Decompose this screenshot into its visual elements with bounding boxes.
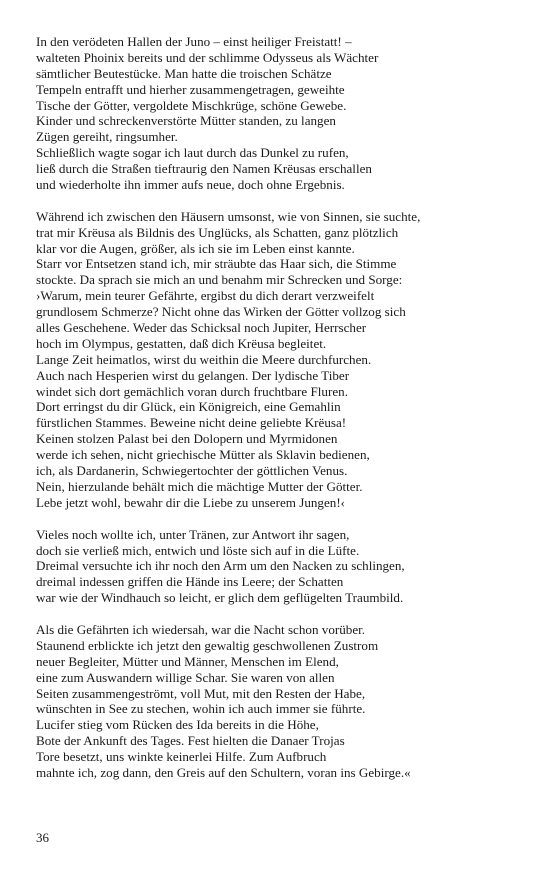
- text-line: Dort erringst du dir Glück, ein Königreich, eine Gemahlin: [36, 399, 341, 415]
- text-line: mahnte ich, zog dann, den Greis auf den Schultern, voran ins Gebirge.«: [36, 764, 411, 780]
- text-line: neuer Begleiter, Mütter und Männer, Menschen im Elend,: [36, 653, 339, 669]
- text-line: Seiten zusammengeströmt, voll Mut, mit den Resten der Habe,: [36, 685, 366, 701]
- text-line: Keinen stolzen Palast bei den Dolopern und Myrmidonen: [36, 431, 338, 447]
- page-number: 36: [36, 830, 49, 845]
- stanza-1: [36, 34, 536, 193]
- text-line: ›Warum, mein teurer Gefährte, ergibst du dich derart verzweifelt: [36, 288, 375, 304]
- text-line: Staunend erblickte ich jetzt den gewaltig geschwollenen Zustrom: [36, 637, 379, 653]
- page-text-body: [36, 34, 536, 797]
- text-line: Zügen gereiht, ringsumher.: [36, 129, 178, 145]
- text-line: Tore besetzt, uns winkte keinerlei Hilfe. Zum Aufbruch: [36, 749, 327, 765]
- text-line: Kinder und schreckenverstörte Mütter standen, zu langen: [36, 113, 336, 129]
- text-line: doch sie verließ mich, entwich und löste sich auf in die Lüfte.: [36, 542, 360, 558]
- text-line: alles Geschehene. Weder das Schicksal noch Jupiter, Herrscher: [36, 320, 367, 336]
- text-line: und wiederholte ihn immer aufs neue, doch ohne Ergebnis.: [36, 177, 345, 193]
- text-line: Dreimal versuchte ich ihr noch den Arm um den Nacken zu schlingen,: [36, 558, 405, 574]
- stanza-2: [36, 209, 536, 511]
- text-line: walteten Phoinix bereits und der schlimme Odysseus als Wächter: [36, 49, 379, 65]
- text-line: dreimal indessen griffen die Hände ins Leere; der Schatten: [36, 574, 344, 590]
- text-line: fürstlichen Stammes. Beweine nicht deine geliebte Krëusa!: [36, 415, 347, 431]
- text-line: Lucifer stieg vom Rücken des Ida bereits in die Höhe,: [36, 717, 319, 733]
- text-line: Nein, hierzulande behält mich die mächtige Mutter der Götter.: [36, 478, 363, 494]
- text-line: Auch nach Hesperien wirst du gelangen. Der lydische Tiber: [36, 367, 350, 383]
- text-line: grundlosem Schmerze? Nicht ohne das Wirken der Götter vollzog sich: [36, 304, 406, 320]
- text-line: In den verödeten Hallen der Juno – einst heiliger Freistatt! –: [36, 34, 352, 49]
- text-line: Bote der Ankunft des Tages. Fest hielten die Danaer Trojas: [36, 733, 345, 749]
- text-line: Vieles noch wollte ich, unter Tränen, zur Antwort ihr sagen,: [36, 526, 350, 542]
- text-line: war wie der Windhauch so leicht, er glich dem geflügelten Traumbild.: [36, 590, 404, 606]
- text-line: eine zum Auswandern willige Schar. Sie waren von allen: [36, 669, 335, 685]
- text-line: trat mir Krëusa als Bildnis des Unglücks, als Schatten, ganz plötzlich: [36, 224, 399, 240]
- text-line: klar vor die Augen, größer, als ich sie im Leben einst kannte.: [36, 240, 355, 256]
- text-line: Schließlich wagte sogar ich laut durch das Dunkel zu rufen,: [36, 145, 349, 161]
- text-line: Tempeln entrafft und hierher zusammengetragen, geweihte: [36, 81, 345, 97]
- text-line: werde ich sehen, nicht griechische Mütter als Sklavin bedienen,: [36, 447, 370, 463]
- text-line: Lebe jetzt wohl, bewahr dir die Liebe zu unserem Jungen!‹: [36, 494, 346, 510]
- text-line: Starr vor Entsetzen stand ich, mir sträubte das Haar sich, die Stimme: [36, 256, 397, 272]
- text-line: Während ich zwischen den Häusern umsonst, wie von Sinnen, sie suchte,: [36, 208, 421, 224]
- text-line: ich, als Dardanerin, Schwiegertochter der göttlichen Venus.: [36, 463, 348, 479]
- stanza-3: [36, 527, 536, 606]
- text-line: Lange Zeit heimatlos, wirst du weithin die Meere durchfurchen.: [36, 351, 372, 367]
- text-line: hoch im Olympus, gestatten, daß dich Krëusa begleitet.: [36, 335, 327, 351]
- text-line: wünschten in See zu stechen, wohin ich auch immer sie führte.: [36, 701, 366, 717]
- stanza-4: [36, 622, 536, 781]
- text-line: stockte. Da sprach sie mich an und benahm mir Schrecken und Sorge:: [36, 272, 403, 288]
- text-line: ließ durch die Straßen tieftraurig den Namen Krëusas erschallen: [36, 161, 372, 177]
- text-line: Als die Gefährten ich wiedersah, war die Nacht schon vorüber.: [36, 621, 366, 637]
- text-line: sämtlicher Beutestücke. Man hatte die troischen Schätze: [36, 65, 332, 81]
- text-line: windet sich dort gemächlich voran durch fruchtbare Fluren.: [36, 383, 348, 399]
- text-line: Tische der Götter, vergoldete Mischkrüge, schöne Gewebe.: [36, 97, 347, 113]
